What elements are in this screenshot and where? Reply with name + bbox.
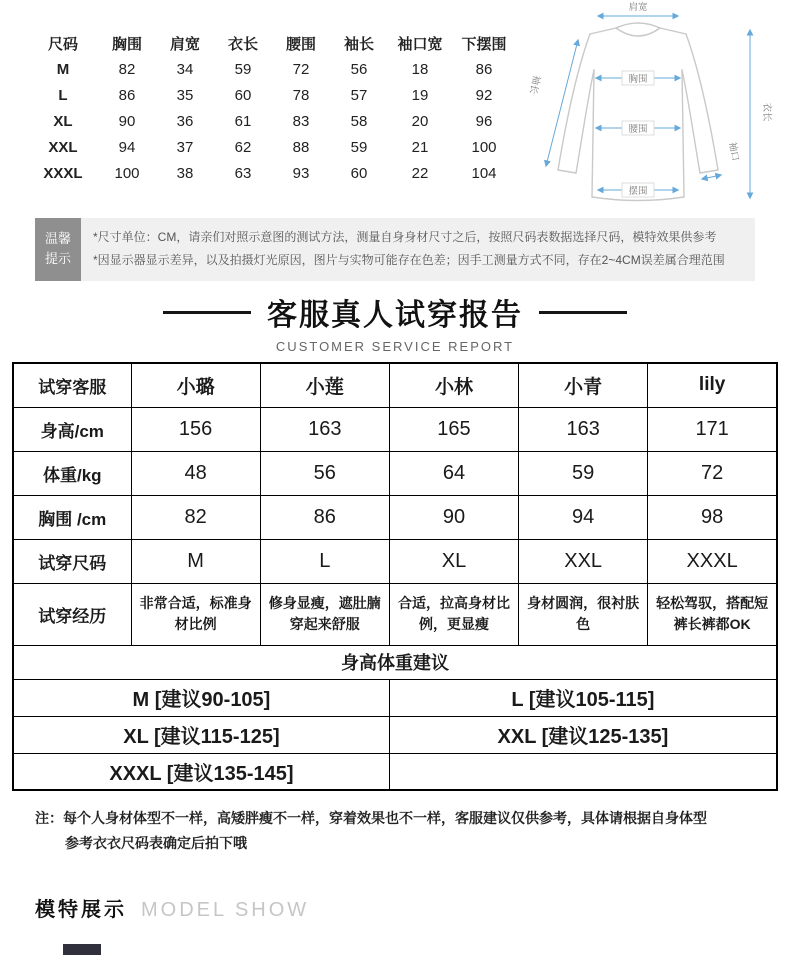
report-cell: 48 [131, 451, 260, 495]
size-cell: 18 [411, 60, 429, 78]
warm-tips-banner [35, 218, 755, 281]
report-row [13, 451, 777, 495]
suggestion-cell: M [建议90-105] [13, 679, 389, 716]
chest-label: 胸围 [628, 74, 648, 85]
report-cell: lily [648, 363, 777, 407]
report-title: 客服真人试穿报告 [267, 299, 523, 332]
report-cell: L [260, 539, 389, 583]
size-cell: 100 [471, 138, 497, 156]
report-cell: 56 [260, 451, 389, 495]
size-cell: 35 [176, 86, 194, 104]
report-cell: 94 [519, 495, 648, 539]
size-chart-header: 腰围 [285, 35, 316, 53]
size-cell: 63 [234, 164, 252, 182]
size-chart-header: 尺码 [47, 35, 78, 53]
size-chart-row [28, 108, 516, 134]
report-cell: 小璐 [131, 363, 260, 407]
size-cell: 62 [234, 138, 252, 156]
suggestion-row [13, 753, 777, 790]
report-cell: XXXL [648, 539, 777, 583]
warm-tips-label-line2: 提示 [44, 251, 71, 267]
size-chart-header: 肩宽 [169, 35, 200, 53]
size-cell: 61 [234, 112, 252, 130]
warm-tips-line2: *因显示器显示差异，以及拍摄灯光原因，图片与实物可能存在色差；因手工测量方式不同，存在2~4CM误差属合理范围 [93, 253, 725, 268]
warm-tips-line1: *尺寸单位：CM，请亲们对照示意图的测试方法，测量自身身材尺寸之后，按照尺码表数据选择尺码，模特效果供参考 [93, 230, 717, 244]
size-cell: 22 [411, 164, 429, 182]
suggestion-header-row [13, 645, 777, 679]
size-cell: M [56, 60, 70, 78]
title-right-line [539, 311, 627, 314]
size-cell: 93 [292, 164, 310, 182]
shirt-outline-drawing [498, 0, 788, 208]
size-chart-header: 袖长 [343, 35, 374, 53]
warm-tips-text [81, 218, 755, 281]
size-cell: 34 [176, 60, 194, 78]
size-chart-row [28, 56, 516, 82]
try-on-report-table [12, 362, 778, 791]
size-cell: XL [53, 112, 73, 130]
size-cell: 104 [471, 164, 497, 182]
garment-measurement-diagram [498, 0, 788, 208]
suggestion-row [13, 679, 777, 716]
report-cell: 86 [260, 495, 389, 539]
size-cell: 59 [350, 138, 368, 156]
size-chart-header: 胸围 [111, 35, 142, 53]
size-advice-note [35, 806, 707, 855]
size-chart-header: 下摆围 [461, 35, 507, 53]
shoulder-width-label: 肩宽 [628, 2, 648, 13]
report-cell: 98 [648, 495, 777, 539]
suggestion-header: 身高体重建议 [13, 645, 777, 679]
report-row [13, 363, 777, 407]
report-row [13, 539, 777, 583]
suggestion-cell: XXXL [建议135-145] [13, 753, 389, 790]
size-chart-header: 衣长 [227, 35, 258, 53]
report-cell: 非常合适，标准身材比例 [131, 583, 260, 645]
size-cell: 58 [350, 112, 368, 130]
size-cell: 60 [234, 86, 252, 104]
suggestion-cell: XL [建议115-125] [13, 716, 389, 753]
report-row-label: 胸围 /cm [13, 495, 131, 539]
report-cell: 合适，拉高身材比例，更显瘦 [389, 583, 518, 645]
size-cell: 60 [350, 164, 368, 182]
report-cell: 64 [389, 451, 518, 495]
warm-tips-label-line1: 温馨 [44, 231, 71, 247]
size-cell: XXL [48, 138, 78, 156]
model-show-title-en: MODEL SHOW [141, 899, 310, 921]
size-cell: 20 [411, 112, 429, 130]
size-cell: 59 [234, 60, 252, 78]
size-cell: 36 [176, 112, 194, 130]
report-cell: 小莲 [260, 363, 389, 407]
size-chart-header-row [28, 30, 516, 56]
suggestion-cell [389, 753, 777, 790]
size-cell: 86 [475, 60, 493, 78]
model-show-header [35, 893, 309, 922]
suggestion-cell: L [建议105-115] [389, 679, 777, 716]
report-cell: 轻松驾驭，搭配短裤长裤都OK [648, 583, 777, 645]
report-row [13, 407, 777, 451]
report-cell: 165 [389, 407, 518, 451]
size-cell: 38 [176, 164, 194, 182]
size-cell: 21 [411, 138, 429, 156]
size-cell: 37 [176, 138, 194, 156]
report-cell: 身材圆润，很衬肤色 [519, 583, 648, 645]
size-cell: 56 [350, 60, 368, 78]
report-row-label: 试穿尺码 [13, 539, 131, 583]
cuff-label: 袖口 [726, 141, 741, 162]
report-cell: 72 [648, 451, 777, 495]
waist-label: 腰围 [628, 124, 648, 135]
model-show-title-cn: 模特展示 [35, 899, 127, 921]
size-cell: 82 [118, 60, 136, 78]
report-cell: 171 [648, 407, 777, 451]
report-cell: 163 [519, 407, 648, 451]
hem-label: 摆围 [628, 186, 648, 197]
report-row-label: 身高/cm [13, 407, 131, 451]
next-image-edge [63, 944, 101, 955]
size-cell: 90 [118, 112, 136, 130]
report-cell: 90 [389, 495, 518, 539]
report-row-label: 体重/kg [13, 451, 131, 495]
report-cell: 59 [519, 451, 648, 495]
size-chart-row [28, 160, 516, 186]
size-chart-row [28, 134, 516, 160]
report-cell: XXL [519, 539, 648, 583]
warm-tips-label [35, 218, 81, 281]
report-cell: M [131, 539, 260, 583]
suggestion-cell: XXL [建议125-135] [389, 716, 777, 753]
size-cell: 57 [350, 86, 368, 104]
report-row [13, 583, 777, 645]
report-row-label: 试穿经历 [13, 583, 131, 645]
note-line1: 注：每个人身材体型不一样，高矮胖瘦不一样，穿着效果也不一样，客服建议仅供参考，具体请根据自身体型 [35, 810, 707, 826]
size-chart-header: 袖口宽 [397, 35, 443, 53]
report-title-section [0, 290, 790, 354]
size-chart-table [28, 30, 516, 186]
garment-length-label: 衣长 [761, 102, 772, 122]
report-cell: 82 [131, 495, 260, 539]
report-cell: 163 [260, 407, 389, 451]
report-cell: 修身显瘦，遮肚腩穿起来舒服 [260, 583, 389, 645]
title-left-line [163, 311, 251, 314]
report-cell: 小青 [519, 363, 648, 407]
size-cell: 83 [292, 112, 310, 130]
size-cell: 78 [292, 86, 310, 104]
report-row-label: 试穿客服 [13, 363, 131, 407]
report-cell: 156 [131, 407, 260, 451]
report-subtitle: CUSTOMER SERVICE REPORT [275, 339, 515, 354]
size-cell: 92 [475, 86, 493, 104]
size-cell: XXXL [43, 164, 83, 182]
size-cell: 88 [292, 138, 310, 156]
size-cell: 100 [114, 164, 140, 182]
size-cell: L [58, 86, 68, 104]
note-line2: 参考衣衣尺码表确定后拍下哦 [65, 834, 247, 851]
suggestion-row [13, 716, 777, 753]
report-cell: 小林 [389, 363, 518, 407]
size-cell: 19 [411, 86, 429, 104]
sleeve-length-label: 袖长 [526, 74, 542, 96]
size-cell: 94 [118, 138, 136, 156]
size-cell: 86 [118, 86, 136, 104]
size-cell: 72 [292, 60, 310, 78]
size-cell: 96 [475, 112, 493, 130]
report-cell: XL [389, 539, 518, 583]
report-row [13, 495, 777, 539]
size-chart-row [28, 82, 516, 108]
